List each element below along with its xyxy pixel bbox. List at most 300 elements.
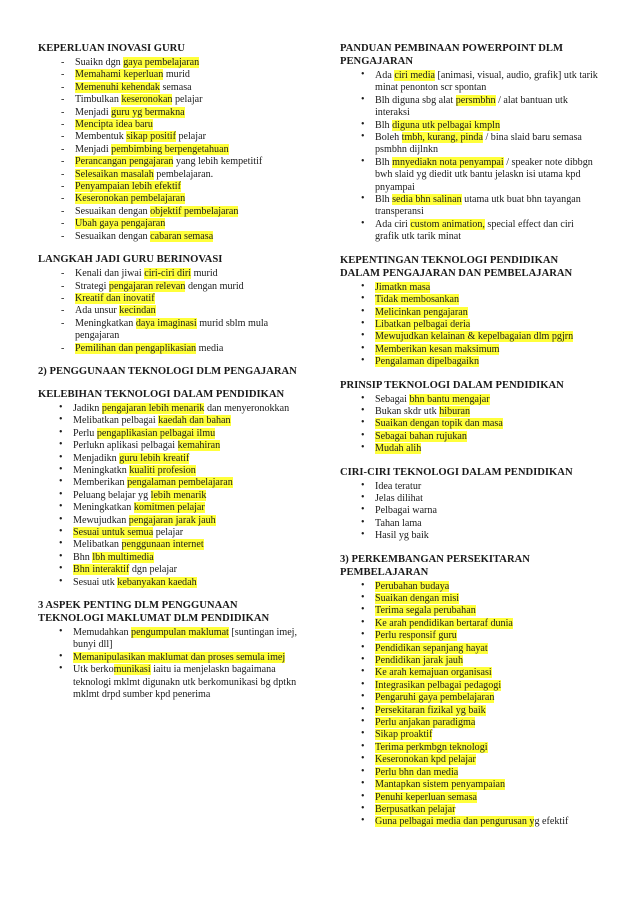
highlighted-text: munikasi	[113, 664, 151, 676]
highlighted-text: sedia bhn salinan	[392, 194, 462, 206]
dot-bullet-icon: •	[361, 404, 365, 416]
highlighted-text: Pendidikan sepanjang hayat	[375, 642, 488, 654]
list-item	[38, 293, 300, 305]
dot-bullet-icon: •	[361, 716, 365, 728]
list-item	[38, 502, 300, 514]
highlighted-text: pengajaran relevan	[108, 280, 186, 292]
item-text: Tahan lama	[375, 517, 422, 529]
list-item	[340, 443, 600, 455]
highlighted-text: guru lebih kreatif	[119, 452, 190, 464]
list-item	[38, 552, 300, 564]
list-item	[38, 69, 300, 81]
list-item	[340, 667, 600, 679]
highlighted-text: Penuhi keperluan semasa	[375, 791, 478, 803]
list-item	[340, 319, 600, 331]
list-item	[340, 742, 600, 754]
dash-bullet-icon: -	[61, 205, 65, 217]
dot-bullet-icon: •	[59, 501, 63, 513]
highlighted-text: Libatkan pelbagai deria	[375, 318, 471, 330]
section-title: 3 ASPEK PENTING DLM PENGGUNAAN TEKNOLOGI MAKLUMAT DLM PENDIDIKAN	[38, 600, 270, 625]
highlighted-text: diguna utk pelbagai kmpln	[392, 119, 501, 131]
dot-bullet-icon: •	[59, 488, 63, 500]
highlighted-text: keseronokan	[121, 94, 173, 106]
highlighted-text: guru yg bermakna	[111, 106, 185, 118]
item-text: [suntingan imej, bunyi dll]	[73, 627, 297, 651]
list-item	[38, 564, 300, 576]
dash-bullet-icon: -	[61, 156, 65, 168]
section-title: KEPERLUAN INOVASI GURU	[38, 43, 185, 54]
dot-bullet-icon: •	[361, 516, 365, 528]
highlighted-text: Pengalaman dipelbagaikn	[375, 356, 479, 368]
dot-bullet-icon: •	[59, 650, 63, 662]
item-text: Ada unsur	[75, 305, 120, 317]
highlighted-text: pengajaran jarak jauh	[128, 514, 216, 526]
highlighted-text: Sikap proaktif	[375, 729, 433, 741]
highlighted-text: Perlu anjakan paradigma	[375, 717, 476, 729]
highlighted-text: ciri media	[394, 70, 435, 81]
dash-bullet-icon: -	[61, 317, 65, 329]
list-item	[38, 169, 300, 181]
list-item	[340, 219, 600, 244]
list-item	[38, 181, 300, 193]
item-text: g efektif	[534, 816, 569, 828]
list-item	[340, 331, 600, 343]
item-text: Sesuai utk	[73, 576, 118, 588]
bullet-list	[340, 394, 600, 456]
list-item	[38, 82, 300, 94]
highlighted-text: Tidak membosankan	[375, 294, 460, 306]
dot-bullet-icon: •	[361, 442, 365, 454]
highlighted-text: Sesuai untuk semua	[73, 527, 154, 538]
dot-bullet-icon: •	[361, 293, 365, 305]
list-item	[38, 193, 300, 205]
dot-bullet-icon: •	[361, 778, 365, 790]
list-item	[38, 268, 300, 280]
dot-bullet-icon: •	[59, 538, 63, 550]
list-item	[340, 729, 600, 741]
item-text: iaitu ia menjelaskn bagaimana teknologi mklmt digunakn utk berkomunikasi bg dptkn mklmt drpd sumber kpd penerima	[73, 664, 297, 701]
list-item	[340, 505, 600, 517]
dot-bullet-icon: •	[361, 740, 365, 752]
dot-bullet-icon: •	[361, 616, 365, 628]
dot-bullet-icon: •	[59, 439, 63, 451]
list-item	[340, 157, 600, 194]
highlighted-text: Perlu responsif guru	[375, 630, 457, 642]
list-item	[340, 717, 600, 729]
item-text: / bina slaid baru semasa psmbhn dijlnkn	[375, 132, 582, 156]
list-item	[38, 527, 300, 539]
section-title: LANGKAH JADI GURU BERINOVASI	[38, 254, 223, 266]
list-item	[340, 593, 600, 605]
list-item	[340, 767, 600, 779]
highlighted-text: Perancangan pengajaran	[75, 156, 174, 168]
item-text: murid	[191, 268, 218, 280]
list-item	[38, 515, 300, 527]
highlighted-text: pengaplikasian pelbagai ilmu	[96, 427, 216, 439]
item-text: Utk berko	[73, 664, 114, 676]
highlighted-text: Persekitaran fizikal yg baik	[375, 704, 486, 716]
list-item	[340, 804, 600, 816]
item-text: pelajar	[175, 131, 206, 143]
list-item	[340, 680, 600, 692]
item-text: pelajar	[172, 94, 203, 106]
section-title: KELEBIHAN TEKNOLOGI DALAM PENDIDIKAN	[38, 388, 285, 400]
list-item	[38, 131, 300, 143]
dash-bullet-icon: -	[61, 106, 65, 118]
list-item	[38, 305, 300, 317]
list-item	[340, 530, 600, 542]
section-ciri-ciri-teknologi-dalam-pendidikan	[340, 466, 600, 543]
dot-bullet-icon: •	[59, 563, 63, 575]
highlighted-text: pengalaman pembelajaran	[127, 477, 233, 489]
dot-bullet-icon: •	[361, 280, 365, 292]
item-text: Hasil yg baik	[375, 530, 429, 542]
list-item	[38, 440, 300, 452]
highlighted-text: Memahami keperluan	[75, 69, 164, 81]
dot-bullet-icon: •	[59, 626, 63, 638]
dot-bullet-icon: •	[59, 663, 63, 675]
highlighted-text: kecindan	[119, 305, 156, 317]
item-text: Idea teratur	[375, 480, 422, 492]
list-item	[340, 132, 600, 157]
list-item	[340, 779, 600, 791]
dot-bullet-icon: •	[59, 426, 63, 438]
list-item	[340, 282, 600, 294]
dot-bullet-icon: •	[361, 392, 365, 404]
highlighted-text: Pengaruhi gaya pembelajaran	[375, 692, 495, 704]
list-item	[38, 107, 300, 119]
item-text: Menjadi	[75, 143, 112, 155]
item-text: Bhn	[73, 551, 93, 563]
list-item	[38, 453, 300, 465]
item-text: dan menyeronokkan	[204, 402, 290, 414]
dot-bullet-icon: •	[59, 476, 63, 488]
item-text: Sesuaikan dengan	[75, 205, 151, 217]
dot-bullet-icon: •	[59, 463, 63, 475]
item-text: Kenali dan jiwai	[75, 268, 145, 280]
highlighted-text: komitmen pelajar	[133, 502, 205, 514]
bullet-list	[340, 70, 600, 244]
item-text: Strategi	[75, 280, 109, 292]
section-2-penggunaan-teknologi-dlm-pengajaran	[38, 365, 300, 378]
dot-bullet-icon: •	[59, 414, 63, 426]
dot-bullet-icon: •	[361, 579, 365, 591]
dot-bullet-icon: •	[361, 118, 365, 130]
highlighted-text: Mencipta idea baru	[75, 119, 153, 131]
list-item	[38, 119, 300, 131]
list-item	[340, 655, 600, 667]
item-text: Blh	[375, 119, 393, 131]
highlighted-text: Memenuhi kehendak	[75, 81, 160, 93]
dot-bullet-icon: •	[59, 451, 63, 463]
item-text: Blh	[375, 156, 393, 168]
highlighted-text: Kreatif dan inovatif	[75, 292, 155, 304]
list-item	[340, 643, 600, 655]
list-item	[340, 618, 600, 630]
list-item	[340, 418, 600, 430]
highlighted-text: kaedah dan bahan	[158, 415, 231, 427]
item-text: Memberikan	[73, 477, 128, 489]
section-kepentingan-teknologi-pendidikan-dalam-p	[340, 254, 600, 369]
item-text: Meningkatkan	[73, 502, 134, 514]
highlighted-text: Memanipulasikan maklumat dan proses semula imej	[73, 651, 286, 663]
dash-bullet-icon: -	[61, 218, 65, 230]
section-title: KEPENTINGAN TEKNOLOGI PENDIDIKAN DALAM PENGAJARAN DAN PEMBELAJARAN	[340, 254, 573, 279]
dot-bullet-icon: •	[361, 93, 365, 105]
item-text: special effect dan ciri grafik utk tarik minat	[375, 218, 574, 243]
highlighted-text: Perlu bhn dan media	[375, 766, 459, 778]
dash-bullet-icon: -	[61, 292, 65, 304]
section-panduan-pembinaan-powerpoint-dlm-pengaja	[340, 42, 600, 244]
section-title: 3) PERKEMBANGAN PERSEKITARAN PEMBELAJARAN	[340, 553, 530, 578]
dot-bullet-icon: •	[361, 678, 365, 690]
dot-bullet-icon: •	[361, 342, 365, 354]
dot-bullet-icon: •	[361, 217, 365, 229]
dot-bullet-icon: •	[361, 69, 365, 80]
dot-bullet-icon: •	[361, 429, 365, 441]
list-item	[38, 231, 300, 243]
highlighted-text: Keseronokan pembelajaran	[75, 193, 186, 205]
dot-bullet-icon: •	[361, 504, 365, 516]
section-title: 2) PENGGUNAAN TEKNOLOGI DLM PENGAJARAN	[38, 365, 297, 377]
highlighted-text: tmbh, kurang, pinda	[401, 132, 483, 144]
highlighted-text: hiburan	[439, 405, 471, 417]
list-item	[340, 493, 600, 505]
item-text: Melibatkan	[73, 539, 122, 551]
item-text: Ada ciri	[375, 218, 411, 230]
list-item	[340, 120, 600, 132]
highlighted-text: Suaikan dengan misi	[375, 593, 460, 604]
dash-bullet-icon: -	[61, 342, 65, 354]
list-item	[340, 581, 600, 593]
item-text: Blh diguna sbg alat	[375, 94, 456, 106]
item-text: Sebagai	[375, 393, 410, 405]
dash-bullet-icon: -	[61, 305, 65, 317]
dot-bullet-icon: •	[361, 155, 365, 167]
list-item	[340, 344, 600, 356]
dash-bullet-icon: -	[61, 143, 65, 155]
highlighted-text: Perubahan budaya	[375, 580, 450, 592]
highlighted-text: lebih menarik	[150, 489, 207, 501]
item-text: Meningkatkn	[73, 464, 130, 476]
list-item	[340, 518, 600, 530]
highlighted-text: sikap positif	[126, 131, 176, 143]
item-text: Mewujudkan	[73, 514, 129, 526]
item-text: Membentuk	[75, 131, 127, 143]
item-text: / alat bantuan utk interaksi	[375, 94, 568, 119]
dot-bullet-icon: •	[361, 604, 365, 616]
left-column	[38, 42, 300, 711]
list-item	[340, 95, 600, 120]
list-item	[38, 403, 300, 415]
item-text: murid	[163, 69, 190, 81]
dot-bullet-icon: •	[361, 641, 365, 653]
dash-bullet-icon: -	[61, 69, 65, 81]
dash-bullet-icon: -	[61, 193, 65, 205]
highlighted-text: Bhn interaktif	[73, 564, 130, 576]
list-item	[340, 194, 600, 219]
list-item	[38, 206, 300, 218]
highlighted-text: Mewujudkan kelainan & kepelbagaian dlm pgjrn	[375, 331, 574, 343]
dash-bullet-icon: -	[61, 268, 65, 280]
dot-bullet-icon: •	[361, 417, 365, 429]
dot-bullet-icon: •	[361, 305, 365, 317]
list-item	[340, 294, 600, 306]
list-item	[340, 307, 600, 319]
highlighted-text: Terima perkmbgn teknologi	[375, 741, 488, 753]
dot-bullet-icon: •	[361, 529, 365, 541]
dash-bullet-icon: -	[61, 81, 65, 93]
item-text: semasa	[159, 81, 192, 93]
highlighted-text: Melicinkan pengajaran	[375, 306, 468, 318]
highlighted-text: Penyampaian lebih efektif	[75, 181, 181, 193]
dot-bullet-icon: •	[361, 629, 365, 641]
list-item	[38, 156, 300, 168]
item-text: Menjadi	[75, 106, 112, 118]
item-text: Peluang belajar yg	[73, 489, 151, 501]
item-text: dengan murid	[185, 280, 244, 292]
item-text: Boleh	[375, 132, 402, 144]
dot-bullet-icon: •	[59, 575, 63, 587]
dash-bullet-icon: -	[61, 131, 65, 143]
list-item	[340, 754, 600, 766]
dot-bullet-icon: •	[361, 355, 365, 367]
list-item	[340, 705, 600, 717]
dot-bullet-icon: •	[361, 479, 365, 491]
dash-bullet-icon: -	[61, 119, 65, 131]
item-text: Bukan skdr utk	[375, 405, 440, 417]
dot-bullet-icon: •	[59, 526, 63, 537]
highlighted-text: gaya pembelajaran	[123, 57, 200, 68]
highlighted-text: mnyediakn nota penyampai	[392, 156, 504, 168]
highlighted-text: Mudah alih	[375, 443, 422, 455]
list-item	[38, 577, 300, 589]
list-item	[340, 406, 600, 418]
list-item	[38, 281, 300, 293]
highlighted-text: bhn bantu mengajar	[409, 393, 490, 405]
item-text: media	[196, 342, 224, 354]
section-3-aspek-penting-dlm-penggunaan-teknologi	[38, 599, 300, 701]
list-item	[38, 477, 300, 489]
highlighted-text: kebanyakan kaedah	[117, 576, 197, 588]
dash-bullet-icon: -	[61, 181, 65, 193]
item-text: Pelbagai warna	[375, 505, 437, 517]
item-text: Sesuaikan dengan	[75, 230, 151, 242]
dot-bullet-icon: •	[59, 513, 63, 525]
list-item	[38, 490, 300, 502]
bullet-list	[340, 481, 600, 543]
dot-bullet-icon: •	[361, 815, 365, 827]
highlighted-text: Pemilihan dan pengaplikasian	[75, 342, 197, 354]
list-item	[38, 144, 300, 156]
highlighted-text: Mantapkan sistem penyampaian	[375, 779, 506, 791]
section-title: PANDUAN PEMBINAAN POWERPOINT DLM PENGAJARAN	[340, 43, 563, 67]
highlighted-text: Ke arah kemajuan organisasi	[375, 667, 492, 679]
section-keperluan-inovasi-guru	[38, 42, 300, 243]
list-item	[38, 343, 300, 355]
item-text: Jelas dilihat	[375, 492, 423, 504]
highlighted-text: Berpusatkan pelajar	[375, 803, 456, 815]
item-text: Ada	[375, 70, 395, 81]
dot-bullet-icon: •	[361, 802, 365, 814]
highlighted-text: cabaran semasa	[150, 230, 214, 242]
highlighted-text: pengajaran lebih menarik	[101, 402, 205, 414]
dot-bullet-icon: •	[361, 765, 365, 777]
highlighted-text: lbh multimedia	[92, 551, 154, 563]
item-text: Suaikn dgn	[75, 57, 124, 68]
list-item	[38, 428, 300, 440]
dash-bullet-icon: -	[61, 94, 65, 106]
item-text: / speaker note dibbgn bwh slaid yg diedit utk bantu jelaskn isi utama kpd pnyampai	[375, 156, 593, 193]
dot-bullet-icon: •	[361, 691, 365, 703]
list-item	[340, 481, 600, 493]
item-text: Perlukn aplikasi pelbagai	[73, 440, 178, 452]
dot-bullet-icon: •	[361, 790, 365, 802]
highlighted-text: Memberikan kesan maksimum	[375, 343, 500, 355]
list-item	[340, 356, 600, 368]
highlighted-text: custom animation,	[410, 218, 485, 230]
list-item	[38, 318, 300, 343]
dash-bullet-icon: -	[61, 57, 65, 68]
list-item	[340, 70, 600, 95]
highlighted-text: persmbhn	[455, 94, 496, 106]
list-item	[38, 664, 300, 701]
item-text: Jadikn	[73, 402, 102, 414]
bullet-list	[38, 57, 300, 243]
list-item	[38, 218, 300, 230]
dot-bullet-icon: •	[361, 330, 365, 342]
item-text: pelajar	[153, 527, 184, 538]
dot-bullet-icon: •	[361, 654, 365, 666]
highlighted-text: kemahiran	[177, 440, 221, 452]
highlighted-text: Terima segala perubahan	[375, 605, 476, 617]
dot-bullet-icon: •	[361, 753, 365, 765]
dot-bullet-icon: •	[361, 193, 365, 205]
list-item	[38, 415, 300, 427]
item-text: utama utk buat bhn tayangan transperansi	[375, 194, 581, 218]
bullet-list	[38, 403, 300, 589]
highlighted-text: Guna pelbagai media dan pengurusan y	[375, 816, 535, 828]
dash-bullet-icon: -	[61, 230, 65, 242]
highlighted-text: Selesaikan masalah	[75, 168, 154, 180]
item-text: yang lebih kempetitif	[173, 156, 263, 168]
highlighted-text: kualiti profesion	[129, 464, 196, 476]
highlighted-text: pengumpulan maklumat	[131, 627, 229, 639]
right-column	[340, 42, 600, 839]
dash-bullet-icon: -	[61, 168, 65, 180]
list-item	[340, 605, 600, 617]
section-title: PRINSIP TEKNOLOGI DALAM PENDIDIKAN	[340, 379, 564, 391]
section-prinsip-teknologi-dalam-pendidikan	[340, 379, 600, 456]
item-text: Perlu	[73, 427, 97, 439]
list-item	[38, 465, 300, 477]
list-item	[38, 94, 300, 106]
dot-bullet-icon: •	[361, 728, 365, 740]
item-text: Timbulkan	[75, 94, 122, 106]
list-item	[340, 792, 600, 804]
highlighted-text: Ubah gaya pengajaran	[75, 218, 166, 230]
highlighted-text: penggunaan internet	[121, 539, 204, 551]
dot-bullet-icon: •	[361, 317, 365, 329]
item-text: Menjadikn	[73, 452, 120, 464]
dot-bullet-icon: •	[361, 666, 365, 678]
item-text: Blh	[375, 194, 393, 206]
highlighted-text: objektif pembelajaran	[150, 205, 239, 217]
dash-bullet-icon: -	[61, 280, 65, 292]
item-text: [animasi, visual, audio, grafik] utk tarik minat penonton scr spontan	[375, 70, 598, 94]
item-text: Melibatkan pelbagai	[73, 415, 159, 427]
highlighted-text: Keseronokan kpd pelajar	[375, 754, 476, 766]
